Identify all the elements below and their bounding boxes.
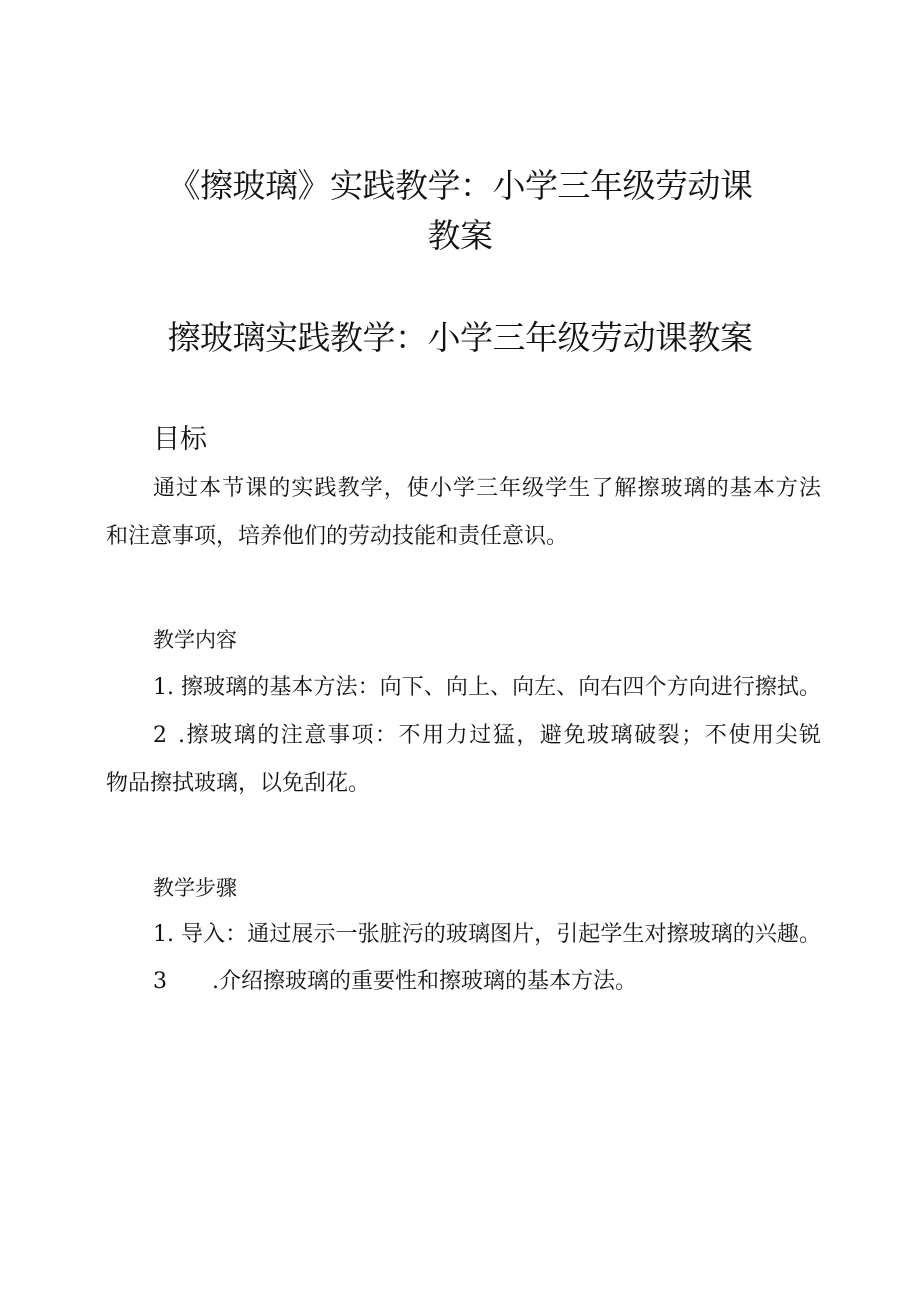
content-item-2-line-2: 物品擦拭玻璃，以免刮花。: [106, 771, 371, 796]
steps-item-1: 1. 导入：通过展示一张脏污的玻璃图片，引起学生对擦玻璃的兴趣。: [153, 922, 821, 947]
content-item-1: 1. 擦玻璃的基本方法：向下、向上、向左、向右四个方向进行擦拭。: [153, 675, 821, 700]
section-heading-content: 教学内容: [153, 628, 237, 652]
section-heading-steps: 教学步骤: [153, 876, 237, 900]
document-subtitle: 擦玻璃实践教学：小学三年级劳动课教案: [167, 318, 753, 357]
steps-item-2-number: 3: [153, 969, 167, 994]
section-heading-goal: 目标: [153, 424, 207, 455]
goal-paragraph-line-2: 和注意事项，培养他们的劳动技能和责任意识。: [106, 524, 569, 549]
content-item-2-line-1: .擦玻璃的注意事项：不用力过猛，避免玻璃破裂；不使用尖锐: [178, 723, 821, 748]
document-title-line-1: 《擦玻璃》实践教学：小学三年级劳动课: [167, 166, 753, 205]
goal-paragraph-line-1: 通过本节课的实践教学，使小学三年级学生了解擦玻璃的基本方法: [153, 476, 821, 501]
document-title-line-2: 教案: [427, 216, 493, 255]
content-item-2-number: 2: [153, 723, 167, 748]
steps-item-2-text: .介绍擦玻璃的重要性和擦玻璃的基本方法。: [212, 969, 637, 994]
